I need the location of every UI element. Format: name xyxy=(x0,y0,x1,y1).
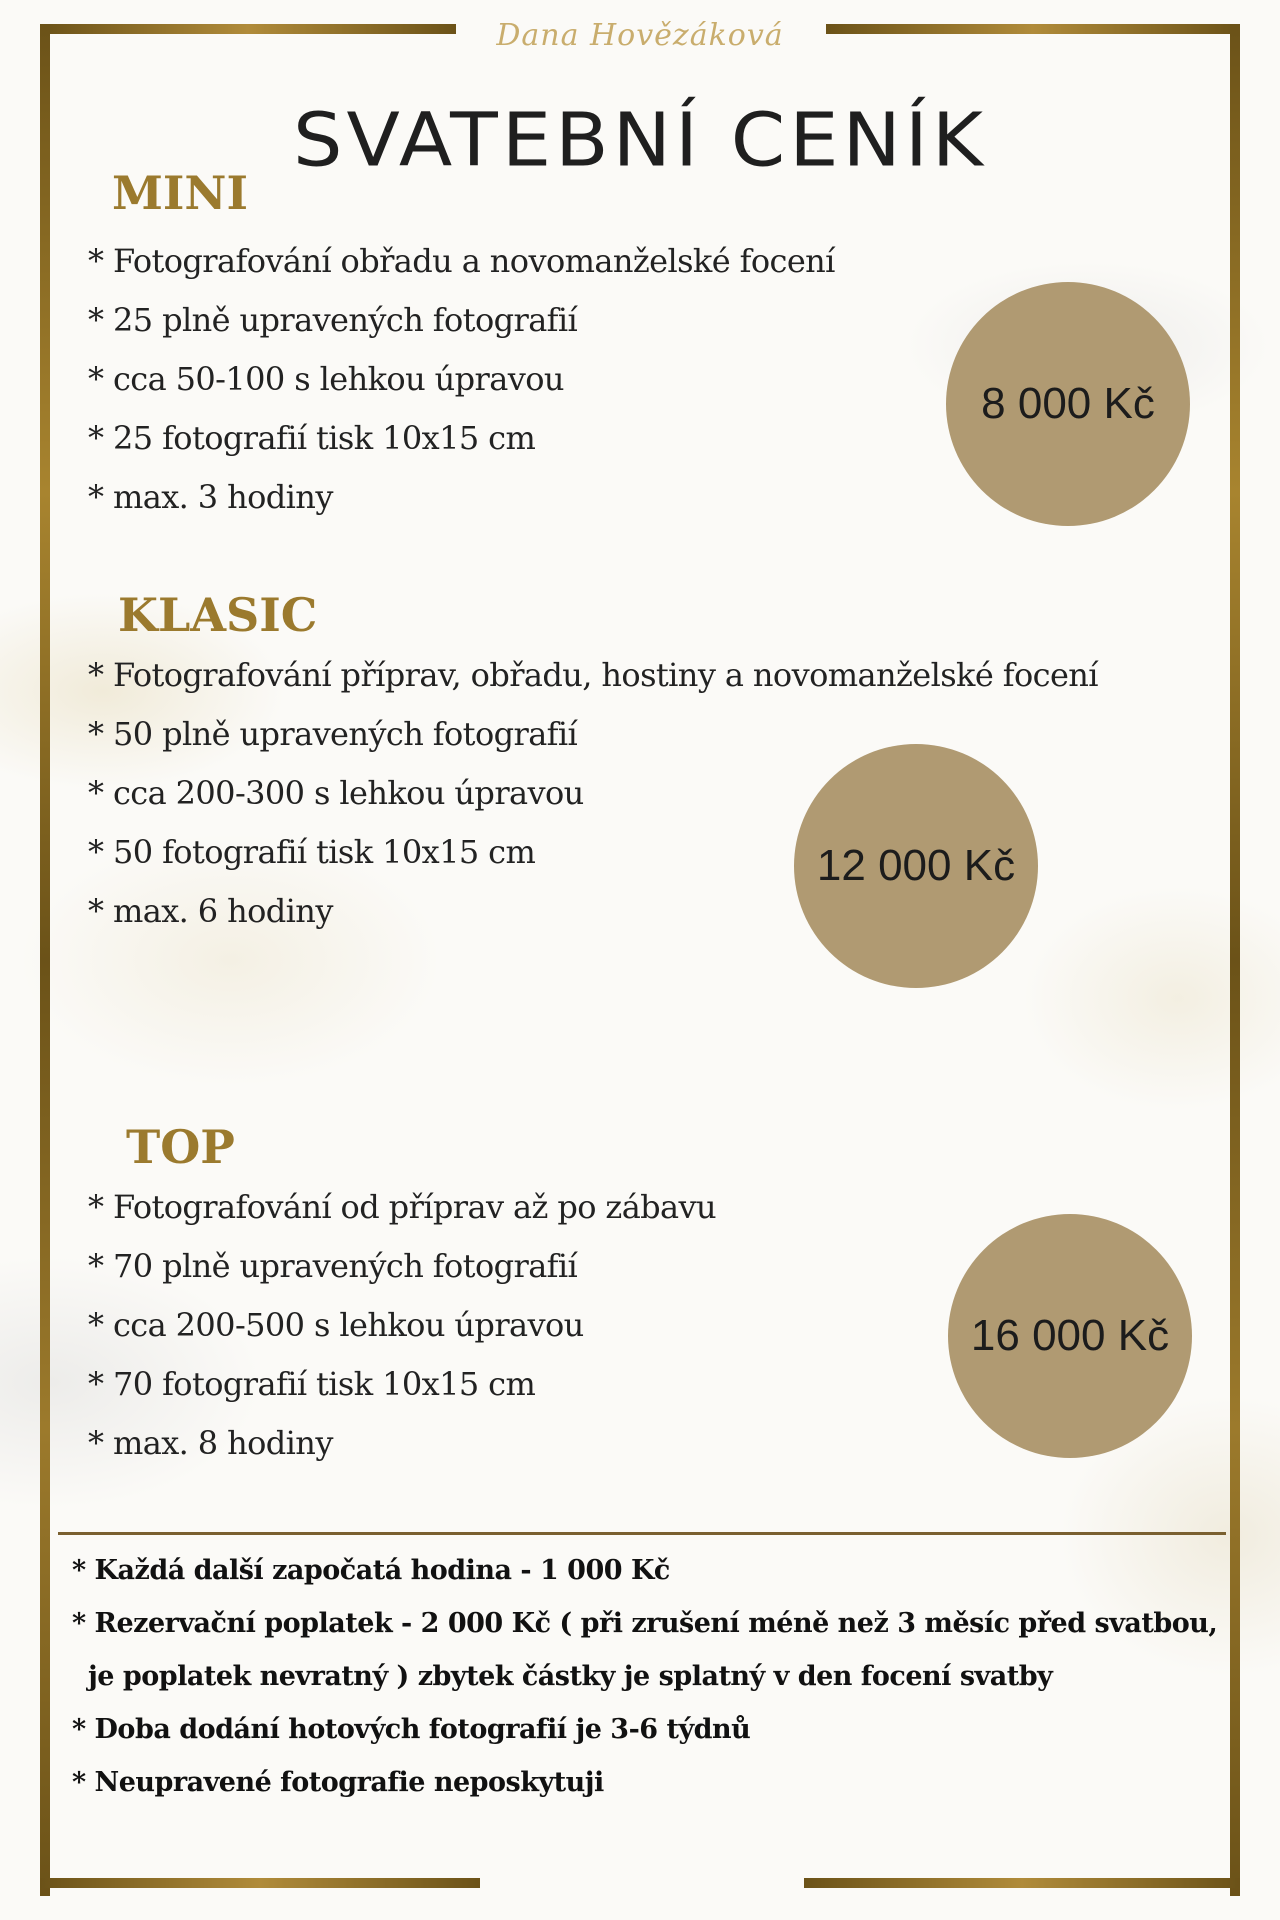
price-badge-klasic xyxy=(794,744,1038,988)
price-badge-mini xyxy=(946,282,1190,526)
note-item: * Neupravené fotografie neposkytuji xyxy=(72,1767,604,1798)
feature-item: * 70 plně upravených fotografií xyxy=(88,1247,578,1285)
package-features-mini xyxy=(88,232,835,527)
feature-item: * cca 50-100 s lehkou úpravou xyxy=(88,360,564,398)
feature-item: * 50 fotografií tisk 10x15 cm xyxy=(88,833,536,871)
package-title-top: TOP xyxy=(126,1120,235,1174)
package-title-mini: MINI xyxy=(112,166,249,220)
feature-item: * max. 6 hodiny xyxy=(88,892,333,930)
price-text: 8 000 Kč xyxy=(981,379,1155,428)
note-item: * Doba dodání hotových fotografií je 3-6 týdnů xyxy=(72,1714,751,1745)
feature-item: * Fotografování obřadu a novomanželské focení xyxy=(88,242,835,280)
feature-item: * 50 plně upravených fotografií xyxy=(88,715,578,753)
page-title: SVATEBNÍ CENÍK xyxy=(292,98,987,184)
note-item: * Rezervační poplatek - 2 000 Kč ( při zrušení méně než 3 měsíc před svatbou, xyxy=(72,1608,1218,1639)
feature-item: * cca 200-500 s lehkou úpravou xyxy=(88,1306,584,1344)
feature-item: * 70 fotografií tisk 10x15 cm xyxy=(88,1365,536,1403)
feature-item: * Fotografování od příprav až po zábavu xyxy=(88,1188,717,1226)
feature-item: * max. 8 hodiny xyxy=(88,1424,333,1462)
photographer-signature: Dana Hovězáková xyxy=(496,18,784,53)
package-title-klasic: KLASIC xyxy=(118,588,318,642)
feature-item: * 25 fotografií tisk 10x15 cm xyxy=(88,419,536,457)
feature-item: * max. 3 hodiny xyxy=(88,478,333,516)
feature-item: * Fotografování příprav, obřadu, hostiny a novomanželské focení xyxy=(88,656,1098,694)
feature-item: * cca 200-300 s lehkou úpravou xyxy=(88,774,584,812)
feature-item: * 25 plně upravených fotografií xyxy=(88,301,578,339)
package-features-top xyxy=(88,1178,716,1473)
terms-notes xyxy=(72,1544,1217,1809)
note-item: * Každá další započatá hodina - 1 000 Kč xyxy=(72,1555,670,1586)
price-text: 16 000 Kč xyxy=(970,1311,1170,1360)
price-text: 12 000 Kč xyxy=(816,841,1016,890)
notes-divider xyxy=(58,1532,1226,1535)
price-badge-top xyxy=(948,1214,1192,1458)
note-item-continued: je poplatek nevratný ) zbytek částky je splatný v den focení svatby xyxy=(88,1661,1053,1692)
